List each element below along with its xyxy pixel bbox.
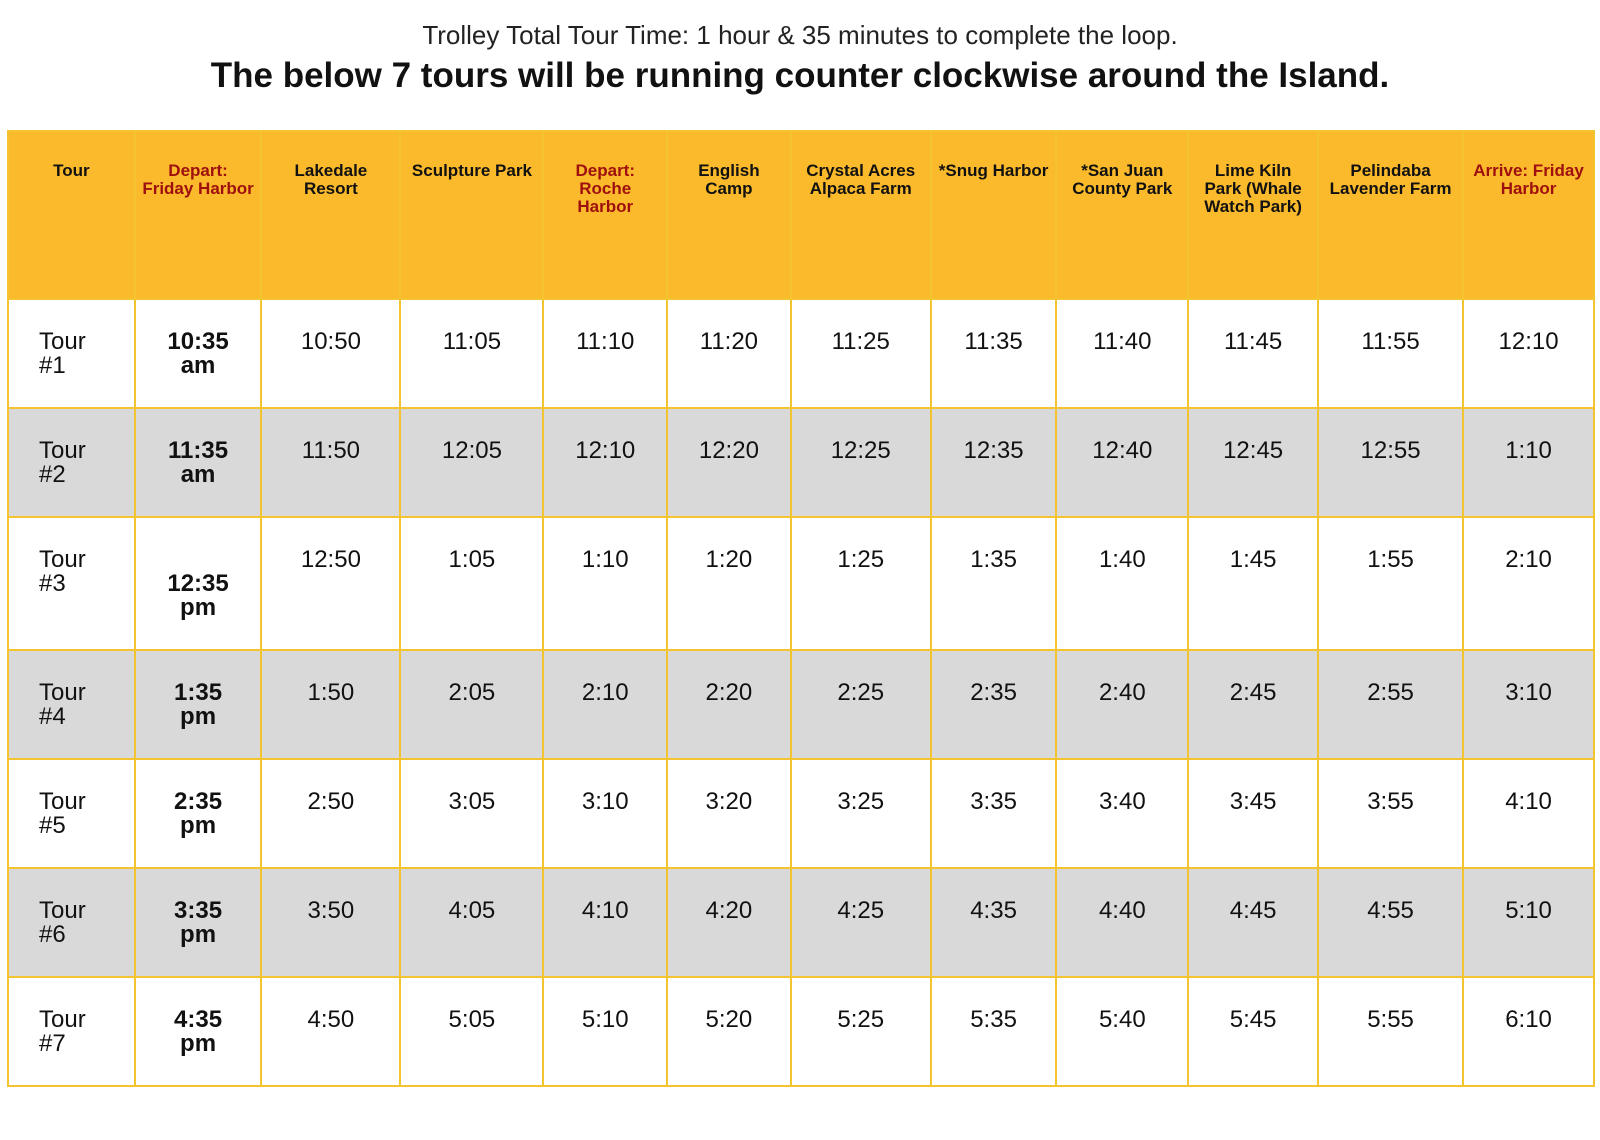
tour-name-cell: Tour #7 xyxy=(8,977,135,1086)
depart-time-cell: 2:35 pm xyxy=(135,759,262,868)
stop-time-cell: 12:40 xyxy=(1056,408,1188,517)
depart-time-cell: 4:35 pm xyxy=(135,977,262,1086)
depart-time-cell: 10:35 am xyxy=(135,299,262,408)
stop-time-cell: 11:25 xyxy=(791,299,931,408)
table-row xyxy=(8,868,1594,977)
stop-time-cell: 1:40 xyxy=(1056,517,1188,650)
column-header-crystal-acres-alpaca-farm: Crystal Acres Alpaca Farm xyxy=(791,131,931,299)
stop-time-cell: 3:50 xyxy=(261,868,400,977)
stop-time-cell: 3:40 xyxy=(1056,759,1188,868)
stop-time-cell: 4:05 xyxy=(400,868,543,977)
stop-time-cell: 12:05 xyxy=(400,408,543,517)
stop-time-cell: 4:55 xyxy=(1318,868,1463,977)
stop-time-cell: 1:45 xyxy=(1188,517,1318,650)
stop-time-cell: 1:20 xyxy=(667,517,791,650)
stop-time-cell: 2:20 xyxy=(667,650,791,759)
stop-time-cell: 2:55 xyxy=(1318,650,1463,759)
stop-time-cell: 12:50 xyxy=(261,517,400,650)
stop-time-cell: 3:05 xyxy=(400,759,543,868)
depart-time-cell: 3:35 pm xyxy=(135,868,262,977)
stop-time-cell: 2:25 xyxy=(791,650,931,759)
column-header-tour: Tour xyxy=(8,131,135,299)
stop-time-cell: 10:50 xyxy=(261,299,400,408)
table-row xyxy=(8,299,1594,408)
stop-time-cell: 6:10 xyxy=(1463,977,1594,1086)
table-row xyxy=(8,408,1594,517)
trolley-schedule-table xyxy=(7,130,1595,1087)
stop-time-cell: 3:35 xyxy=(931,759,1057,868)
stop-time-cell: 5:20 xyxy=(667,977,791,1086)
stop-time-cell: 11:35 xyxy=(931,299,1057,408)
stop-time-cell: 4:20 xyxy=(667,868,791,977)
stop-time-cell: 5:45 xyxy=(1188,977,1318,1086)
stop-time-cell: 1:50 xyxy=(261,650,400,759)
table-row xyxy=(8,977,1594,1086)
column-header-pelindaba-lavender-farm: Pelindaba Lavender Farm xyxy=(1318,131,1463,299)
tour-name-cell: Tour #6 xyxy=(8,868,135,977)
column-header-english-camp: English Camp xyxy=(667,131,791,299)
stop-time-cell: 4:35 xyxy=(931,868,1057,977)
stop-time-cell: 12:20 xyxy=(667,408,791,517)
stop-time-cell: 3:10 xyxy=(1463,650,1594,759)
page-header xyxy=(0,20,1600,98)
stop-time-cell: 11:05 xyxy=(400,299,543,408)
stop-time-cell: 2:05 xyxy=(400,650,543,759)
stop-time-cell: 5:35 xyxy=(931,977,1057,1086)
stop-time-cell: 5:10 xyxy=(543,977,667,1086)
stop-time-cell: 11:55 xyxy=(1318,299,1463,408)
stop-time-cell: 2:10 xyxy=(543,650,667,759)
stop-time-cell: 1:10 xyxy=(1463,408,1594,517)
stop-time-cell: 12:10 xyxy=(543,408,667,517)
stop-time-cell: 12:10 xyxy=(1463,299,1594,408)
tour-name-cell: Tour #2 xyxy=(8,408,135,517)
column-header-lime-kiln-park: Lime Kiln Park (Whale Watch Park) xyxy=(1188,131,1318,299)
stop-time-cell: 5:10 xyxy=(1463,868,1594,977)
column-header-snug-harbor: *Snug Harbor xyxy=(931,131,1057,299)
page-title: The below 7 tours will be running counter clockwise around the Island. xyxy=(210,56,1390,95)
table-row xyxy=(8,759,1594,868)
stop-time-cell: 1:35 xyxy=(931,517,1057,650)
stop-time-cell: 5:05 xyxy=(400,977,543,1086)
stop-time-cell: 2:35 xyxy=(931,650,1057,759)
stop-time-cell: 1:55 xyxy=(1318,517,1463,650)
tour-time-subtitle: Trolley Total Tour Time: 1 hour & 35 minutes to complete the loop. xyxy=(422,20,1178,50)
column-header-sculpture-park: Sculpture Park xyxy=(400,131,543,299)
tour-name-cell: Tour #4 xyxy=(8,650,135,759)
stop-time-cell: 12:45 xyxy=(1188,408,1318,517)
stop-time-cell: 4:50 xyxy=(261,977,400,1086)
stop-time-cell: 11:20 xyxy=(667,299,791,408)
stop-time-cell: 1:10 xyxy=(543,517,667,650)
tour-name-cell: Tour #1 xyxy=(8,299,135,408)
stop-time-cell: 5:40 xyxy=(1056,977,1188,1086)
column-header-san-juan-county-park: *San Juan County Park xyxy=(1056,131,1188,299)
stop-time-cell: 12:55 xyxy=(1318,408,1463,517)
stop-time-cell: 2:40 xyxy=(1056,650,1188,759)
stop-time-cell: 3:20 xyxy=(667,759,791,868)
stop-time-cell: 11:10 xyxy=(543,299,667,408)
stop-time-cell: 3:25 xyxy=(791,759,931,868)
stop-time-cell: 12:25 xyxy=(791,408,931,517)
tour-name-cell: Tour #3 xyxy=(8,517,135,650)
stop-time-cell: 2:45 xyxy=(1188,650,1318,759)
stop-time-cell: 2:10 xyxy=(1463,517,1594,650)
stop-time-cell: 4:40 xyxy=(1056,868,1188,977)
stop-time-cell: 4:10 xyxy=(543,868,667,977)
stop-time-cell: 4:25 xyxy=(791,868,931,977)
stop-time-cell: 4:45 xyxy=(1188,868,1318,977)
column-header-lakedale-resort: Lakedale Resort xyxy=(261,131,400,299)
table-row xyxy=(8,650,1594,759)
depart-time-cell: 1:35 pm xyxy=(135,650,262,759)
tour-name-cell: Tour #5 xyxy=(8,759,135,868)
column-header-depart-roche-harbor: Depart: Roche Harbor xyxy=(543,131,667,299)
stop-time-cell: 5:25 xyxy=(791,977,931,1086)
column-header-arrive-friday-harbor: Arrive: Friday Harbor xyxy=(1463,131,1594,299)
stop-time-cell: 12:35 xyxy=(931,408,1057,517)
depart-time-cell: 11:35 am xyxy=(135,408,262,517)
stop-time-cell: 2:50 xyxy=(261,759,400,868)
stop-time-cell: 3:55 xyxy=(1318,759,1463,868)
stop-time-cell: 1:25 xyxy=(791,517,931,650)
stop-time-cell: 4:10 xyxy=(1463,759,1594,868)
column-header-depart-friday-harbor: Depart: Friday Harbor xyxy=(135,131,262,299)
stop-time-cell: 5:55 xyxy=(1318,977,1463,1086)
stop-time-cell: 11:50 xyxy=(261,408,400,517)
stop-time-cell: 11:40 xyxy=(1056,299,1188,408)
stop-time-cell: 1:05 xyxy=(400,517,543,650)
depart-time-cell: 12:35 pm xyxy=(135,517,262,650)
stop-time-cell: 3:45 xyxy=(1188,759,1318,868)
stop-time-cell: 11:45 xyxy=(1188,299,1318,408)
stop-time-cell: 3:10 xyxy=(543,759,667,868)
table-row xyxy=(8,517,1594,650)
table-header-row xyxy=(8,131,1594,299)
